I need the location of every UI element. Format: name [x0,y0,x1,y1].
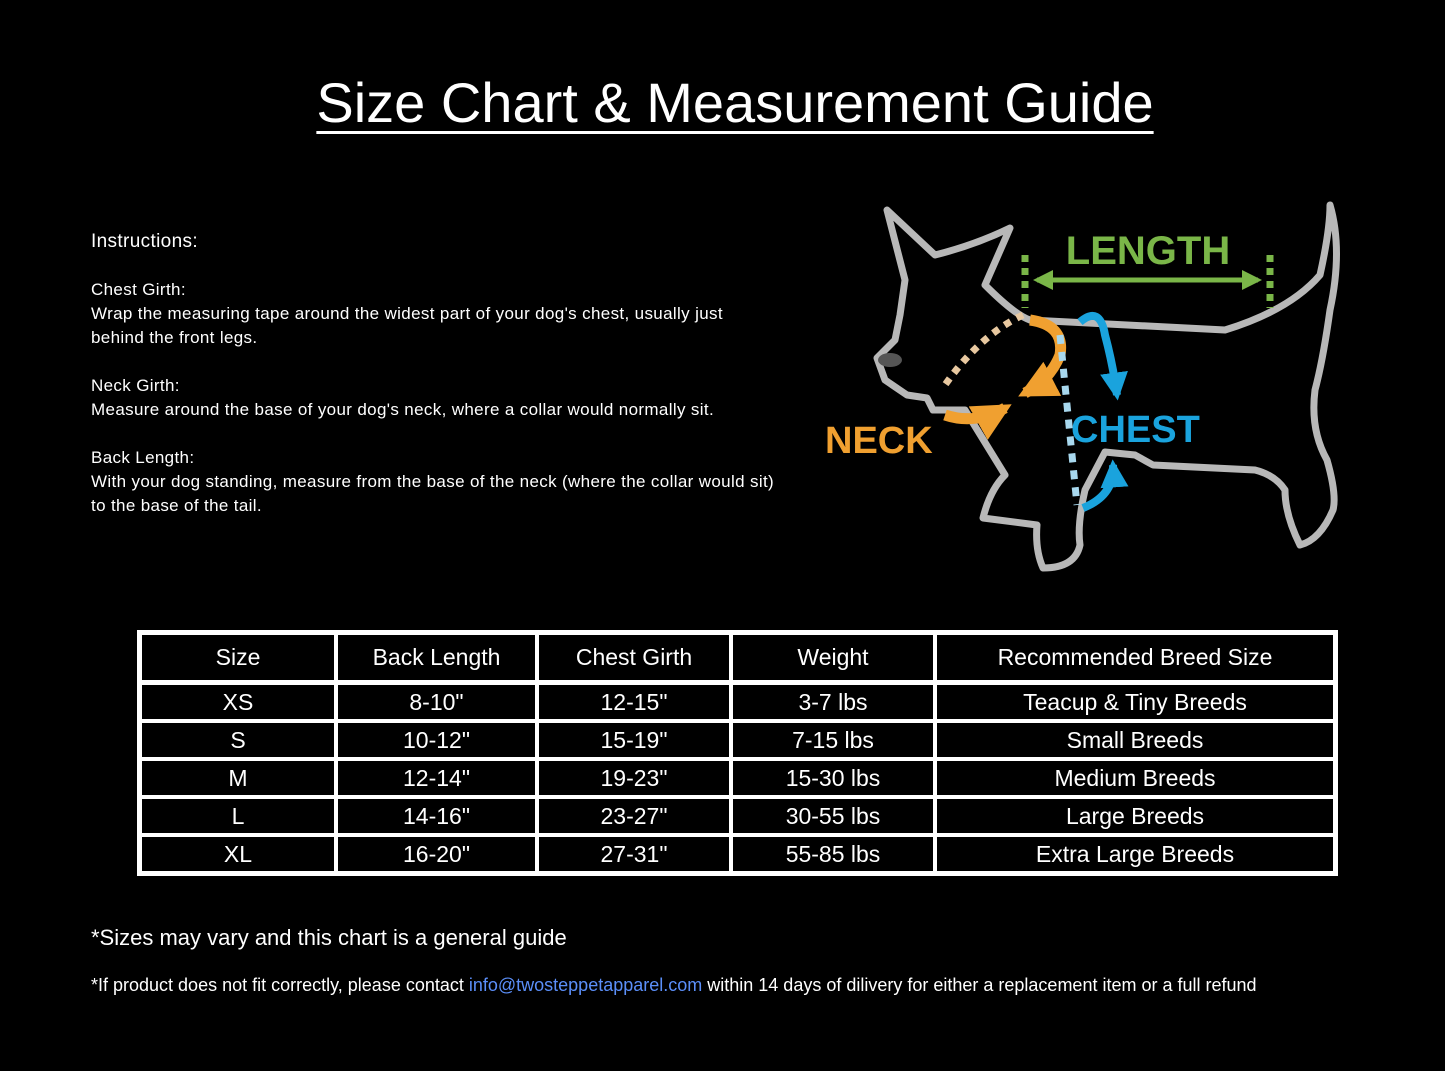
back-length-instructions [91,446,781,518]
table-row [140,835,1335,873]
neck-dotted-line [945,315,1023,385]
chest-girth-text: Wrap the measuring tape around the widest part of your dog's chest, usually just behind the front legs. [91,304,723,347]
length-label: LENGTH [1065,229,1231,273]
chest-girth-instructions [91,278,781,350]
dog-measurement-diagram [815,190,1375,580]
cell-size: S [140,721,336,759]
cell-breed-size: Extra Large Breeds [935,835,1335,873]
cell-breed-size: Large Breeds [935,797,1335,835]
cell-chest-girth: 12-15" [537,683,731,721]
cell-chest-girth: 19-23" [537,759,731,797]
back-length-title: Back Length: [91,448,195,467]
chest-girth-title: Chest Girth: [91,280,186,299]
back-length-text: With your dog standing, measure from the base of the neck (where the collar would sit) to the base of the tail. [91,472,775,515]
page-title-text: Size Chart & Measurement Guide [316,71,1154,134]
cell-size: L [140,797,336,835]
header-weight: Weight [731,633,935,683]
header-back-length: Back Length [336,633,537,683]
general-guide-note: *Sizes may vary and this chart is a general guide [91,925,567,950]
table-row [140,721,1335,759]
cell-back-length: 10-12" [336,721,537,759]
cell-weight: 15-30 lbs [731,759,935,797]
refund-note-prefix: *If product does not fit correctly, please contact [91,975,469,995]
header-size: Size [140,633,336,683]
neck-girth-title: Neck Girth: [91,376,180,395]
cell-back-length: 8-10" [336,683,537,721]
chest-label: CHEST [1071,409,1200,451]
cell-weight: 55-85 lbs [731,835,935,873]
neck-girth-text: Measure around the base of your dog's neck, where a collar would normally sit. [91,400,715,419]
table-row [140,759,1335,797]
header-chest-girth: Chest Girth [537,633,731,683]
neck-label: NECK [825,420,933,462]
instructions-section [91,230,781,542]
contact-email-link[interactable]: info@twosteppetapparel.com [468,975,703,995]
chest-arrow-upper [1080,316,1117,395]
refund-policy-note [91,975,1257,996]
page-title [0,70,1445,135]
cell-weight: 30-55 lbs [731,797,935,835]
instructions-heading: Instructions: [91,231,198,252]
neck-girth-instructions [91,374,781,422]
cell-back-length: 16-20" [336,835,537,873]
cell-weight: 7-15 lbs [731,721,935,759]
cell-breed-size: Small Breeds [935,721,1335,759]
cell-back-length: 12-14" [336,759,537,797]
refund-note-suffix: within 14 days of dilivery for either a replacement item or a full refund [702,975,1257,995]
cell-chest-girth: 23-27" [537,797,731,835]
neck-arrow-upper [1025,320,1061,393]
cell-weight: 3-7 lbs [731,683,935,721]
cell-back-length: 14-16" [336,797,537,835]
cell-size: M [140,759,336,797]
cell-chest-girth: 15-19" [537,721,731,759]
header-breed-size: Recommended Breed Size [935,633,1335,683]
table-header-row [140,633,1335,683]
dog-nose [878,353,902,367]
cell-breed-size: Teacup & Tiny Breeds [935,683,1335,721]
cell-size: XS [140,683,336,721]
size-chart-table [137,630,1338,876]
cell-breed-size: Medium Breeds [935,759,1335,797]
cell-chest-girth: 27-31" [537,835,731,873]
table-row [140,797,1335,835]
cell-size: XL [140,835,336,873]
table-row [140,683,1335,721]
